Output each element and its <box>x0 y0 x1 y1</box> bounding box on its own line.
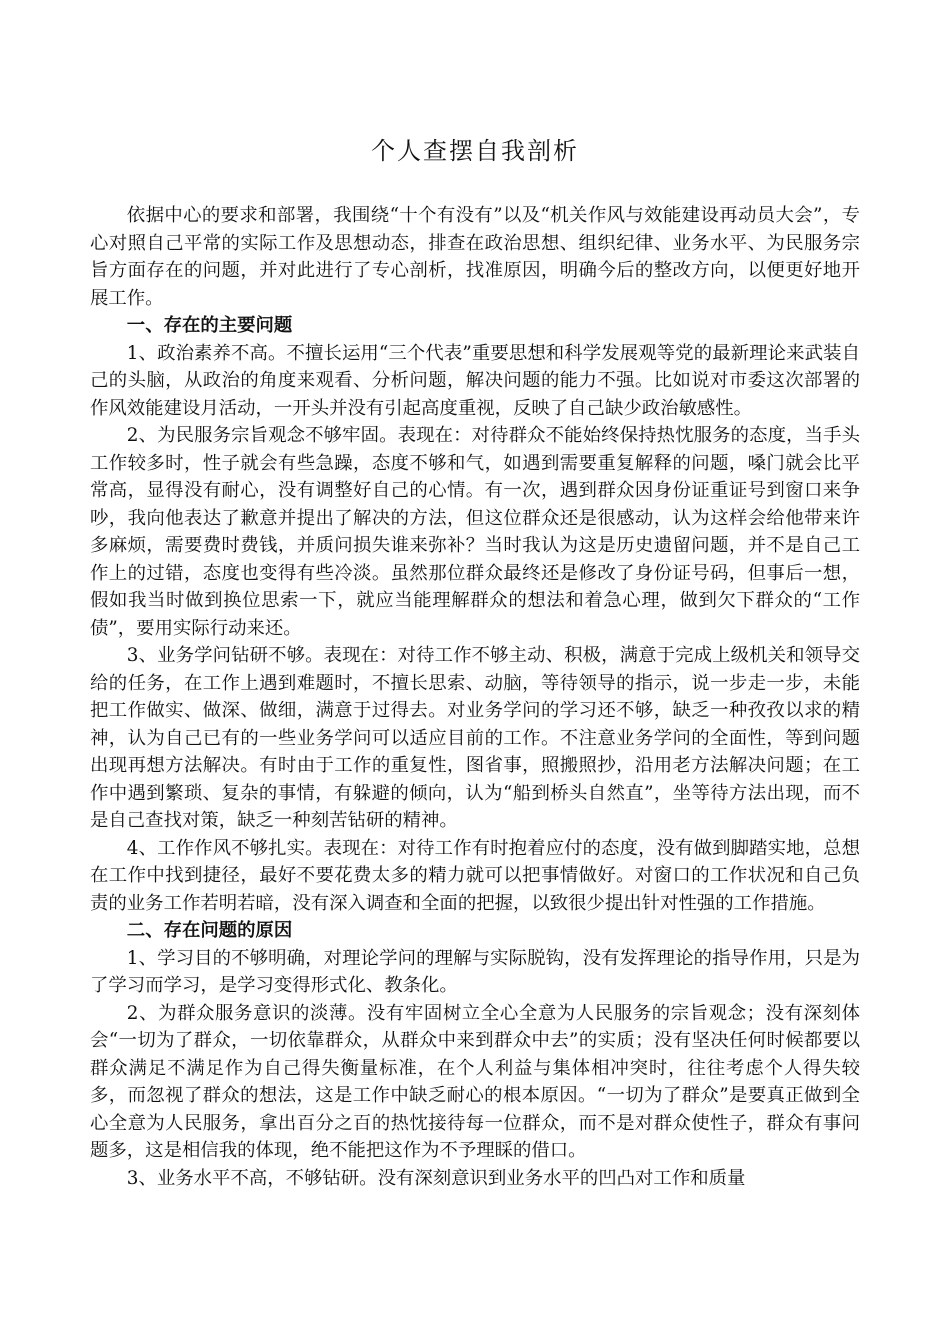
problem-paragraph-2: 2、为民服务宗旨观念不够牢固。表现在：对待群众不能始终保持热忱服务的态度，当手头工作较多时，性子就会有些急躁，态度不够和气，如遇到需要重复解释的问题，嗓门就会比平常高，显得没有耐心，没有调整好自己的心情。有一次，遇到群众因身份证重证号到窗口来争吵，我向他表达了歉意并提出了解决的方法，但这位群众还是很感动，认为这样会给他带来许多麻烦，需要费时费钱，并质问损失谁来弥补？当时我认为这是历史遗留问题，并不是自己工作上的过错，态度也变得有些冷淡。虽然那位群众最终还是修改了身份证号码，但事后一想，假如我当时做到换位思索一下，就应当能理解群众的想法和着急心理，做到欠下群众的“工作债”，要用实际行动来还。 <box>90 425 860 639</box>
cause-paragraph-1: 1、学习目的不够明确，对理论学问的理解与实际脱钩，没有发挥理论的指导作用，只是为了学习而学习，是学习变得形式化、教条化。 <box>90 947 860 996</box>
section-heading-causes: 二、存在问题的原因 <box>126 920 293 941</box>
cause-paragraph-2: 2、为群众服务意识的淡薄。没有牢固树立全心全意为人民服务的宗旨观念；没有深刻体会“一切为了群众，一切依靠群众，从群众中来到群众中去”的实质；没有坚决任何时候都要以群众满足不满足作为自己得失衡量标准，在个人利益与集体相冲突时，往往考虑个人得失较多，而忽视了群众的想法，这是工作中缺乏耐心的根本原因。“一切为了群众”是要真正做到全心全意为人民服务，拿出百分之百的热忱接待每一位群众，而不是对群众使性子，群众有事问题多，这是相信我的体现，绝不能把这作为不予理睬的借口。 <box>90 1002 860 1161</box>
document-title: 个人查摆自我剖析 <box>371 137 579 165</box>
problem-paragraph-1: 1、政治素养不高。不擅长运用“三个代表”重要思想和科学发展观等党的最新理论来武装自己的头脑，从政治的角度来观看、分析问题，解决问题的能力不强。比如说对市委这次部署的作风效能建设月活动，一开头并没有引起高度重视，反映了自己缺少政治敏感性。 <box>90 342 860 419</box>
section-heading-problems: 一、存在的主要问题 <box>126 315 293 336</box>
problem-paragraph-4: 4、工作作风不够扎实。表现在：对待工作有时抱着应付的态度，没有做到脚踏实地，总想在工作中找到捷径，最好不要花费太多的精力就可以把事情做好。对窗口的工作状况和自己负责的业务工作若明若暗，没有深入调查和全面的把握，以致很少提出针对性强的工作措施。 <box>90 837 860 914</box>
problem-paragraph-3: 3、业务学问钻研不够。表现在：对待工作不够主动、积极，满意于完成上级机关和领导交给的任务，在工作上遇到难题时，不擅长思索、动脑，等待领导的指示，说一步走一步，未能把工作做实、做深、做细，满意于过得去。对业务学问的学习还不够，缺乏一种孜孜以求的精神，认为自己已有的一些业务学问可以适应目前的工作。不注意业务学问的全面性，等到问题出现再想方法解决。有时由于工作的重复性，图省事，照搬照抄，沿用老方法解决问题；在工作中遇到繁琐、复杂的事情，有躲避的倾向，认为“船到桥头自然直”，坐等待方法出现，而不是自己查找对策，缺乏一种刻苦钻研的精神。 <box>90 645 860 831</box>
intro-paragraph: 依据中心的要求和部署，我围绕“十个有没有”以及“机关作风与效能建设再动员大会”，专心对照自己平常的实际工作及思想动态，排查在政治思想、组织纪律、业务水平、为民服务宗旨方面存在的问题，并对此进行了专心剖析，找准原因，明确今后的整改方向，以便更好地开展工作。 <box>90 205 860 309</box>
cause-paragraph-3: 3、业务水平不高，不够钻研。没有深刻意识到业务水平的凹凸对工作和质量 <box>126 1167 746 1189</box>
